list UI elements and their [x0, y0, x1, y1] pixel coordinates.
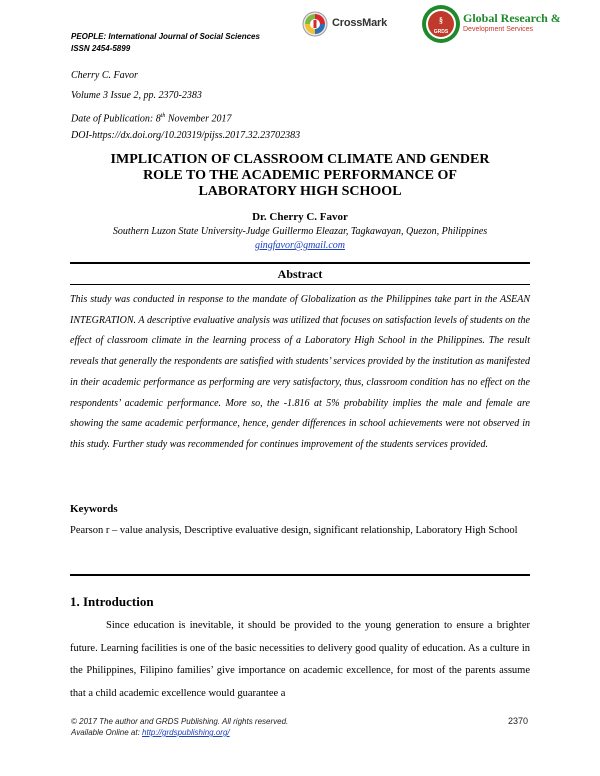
author-name: Dr. Cherry C. Favor — [252, 211, 348, 223]
page-number: 2370 — [508, 716, 529, 726]
svg-text:GRDS: GRDS — [433, 29, 449, 35]
keywords-text: Pearson r – value analysis, Descriptive evaluative design, significant relationship, Laboratory High School — [70, 525, 518, 536]
footer-available: Available Online at: http://grdspublishing.org/ — [71, 728, 230, 737]
meta-author: Cherry C. Favor — [71, 70, 138, 81]
introduction-heading: 1. Introduction — [70, 594, 154, 609]
svg-text:§: § — [439, 16, 443, 25]
grds-logo-block — [421, 4, 581, 48]
grds-logo — [421, 4, 461, 44]
divider — [70, 574, 530, 576]
divider — [70, 284, 530, 285]
author-affiliation: Southern Luzon State University-Judge Guillermo Eleazar, Tagkawayan, Quezon, Philippines — [112, 226, 488, 237]
title-line: IMPLICATION OF CLASSROOM CLIMATE AND GENDER — [110, 152, 490, 167]
grds-name: Global Research & — [463, 11, 561, 25]
footer-copyright: © 2017 The author and GRDS Publishing. All rights reserved. — [71, 717, 289, 726]
meta-volume: Volume 3 Issue 2, pp. 2370-2383 — [71, 90, 202, 101]
journal-header — [71, 31, 260, 55]
author-email-link[interactable]: gingfavor@gmail.com — [254, 240, 346, 251]
introduction-text: Since education is inevitable, it should be provided to the young generation to ensure a brighter future. Learning facilities is one of the basic necessities to delivery good quality of education. As a culture in the Philippines, Filipino families’ give importance on academic excellence, for most of the parents assume that a child academic excellence would guarantee a — [70, 620, 530, 699]
meta-date: Date of Publication: 8th November 2017 — [71, 113, 232, 125]
abstract-heading: Abstract — [277, 267, 323, 281]
footer-url-link[interactable]: http://grdspublishing.org/ — [142, 728, 230, 737]
journal-issn: ISSN 2454-5899 — [71, 44, 131, 53]
author-email — [70, 240, 530, 251]
meta-doi[interactable]: DOI-https://dx.doi.org/10.20319/pijss.2017.32.23702383 — [71, 130, 301, 141]
crossmark-icon — [302, 11, 328, 39]
title-line: ROLE TO THE ACADEMIC PERFORMANCE OF — [143, 168, 457, 183]
paper-title — [70, 152, 530, 200]
title-line: LABORATORY HIGH SCHOOL — [198, 184, 402, 199]
grds-subtitle: Development Services — [463, 26, 534, 33]
keywords-heading: Keywords — [70, 503, 118, 515]
crossmark-badge[interactable] — [302, 11, 402, 41]
crossmark-label: CrossMark — [332, 17, 388, 29]
journal-name: PEOPLE: International Journal of Social Sciences — [71, 32, 260, 41]
abstract-text: This study was conducted in response to the mandate of Globalization as the Philippines take part in the ASEAN INTEGRATION. A descriptive evaluative analysis was utilized that focuses on satisfaction levels of students on the effect of classroom climate in the learning process of a Laboratory High School in the Philippines. The result reveals that generally the respondents are satisfied with students’ services provided by the institution as manifested in their academic performance as performing are very satisfactory, thus, classroom condition has no effect on the respondents’ academic performance. More so, the -1.816 at 5% probability implies the male and female are showing the same academic performance, hence, gender differences in school achievements were not observed in this study. Further study was recommended for continues improvement of the students services provided. — [70, 294, 530, 450]
divider — [70, 262, 530, 264]
page-footer — [71, 716, 288, 738]
